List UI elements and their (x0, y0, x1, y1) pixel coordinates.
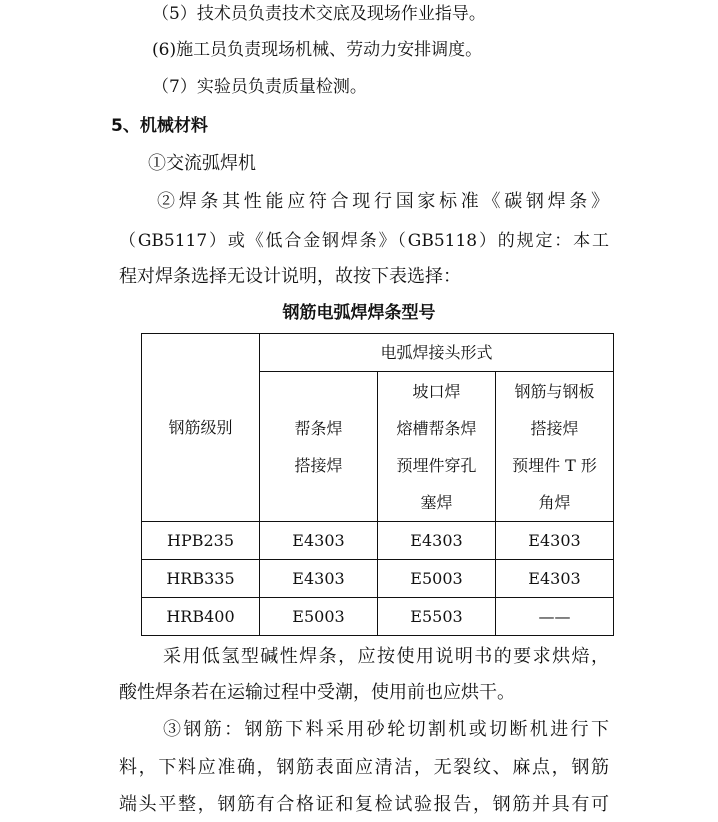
table-cell: E4303 (260, 560, 378, 598)
paragraph-line: （7）实验员负责质量检测。 (152, 77, 367, 97)
table-row (142, 598, 614, 636)
grade-cell: HPB235 (142, 522, 260, 560)
paragraph-line: 端头平整，钢筋有合格证和复检试验报告，钢筋并具有可 (119, 794, 609, 815)
table-cell: E4303 (496, 560, 614, 598)
row-header-cell: 钢筋级别 (142, 334, 260, 522)
header-line: 塞焊 (420, 492, 453, 512)
header-line: 预埋件穿孔 (396, 455, 477, 475)
paragraph-line: ③钢筋：钢筋下料采用砂轮切割机或切断机进行下 (163, 719, 609, 740)
header-line: 角焊 (538, 492, 571, 512)
header-line: 熔槽帮条焊 (396, 418, 477, 438)
table-cell: E4303 (378, 522, 496, 560)
paragraph-line: （5）技术员负责技术交底及现场作业指导。 (152, 4, 486, 24)
paragraph-line: （GB5117）或《低合金钢焊条》（GB5118）的规定：本工 (119, 231, 609, 251)
grade-cell: HRB400 (142, 598, 260, 636)
section-heading: 5、机械材料 (111, 116, 208, 136)
column-header (260, 372, 378, 522)
header-line: 坡口焊 (412, 381, 461, 401)
table-cell: —— (496, 598, 614, 636)
table-row (142, 522, 614, 560)
paragraph-line: 料，下料应准确，钢筋表面应清洁，无裂纹、麻点，钢筋 (119, 757, 609, 778)
table-cell: E4303 (260, 522, 378, 560)
table-row (142, 560, 614, 598)
table-caption: 钢筋电弧焊焊条型号 (282, 303, 436, 323)
list-item: ①交流弧焊机 (148, 153, 256, 174)
paragraph-line: ②焊条其性能应符合现行国家标准《碳钢焊条》 (157, 191, 609, 212)
header-line: 帮条焊 (294, 418, 343, 438)
group-header-cell: 电弧焊接头形式 (260, 334, 614, 372)
paragraph-line: 采用低氢型碱性焊条，应按使用说明书的要求烘焙， (163, 646, 609, 667)
paragraph-line: 程对焊条选择无设计说明，故按下表选择： (119, 266, 461, 287)
header-line: 预埋件 T 形 (512, 455, 597, 475)
paragraph-line: 酸性焊条若在运输过程中受潮，使用前也应烘干。 (119, 682, 515, 703)
paragraph-line: (6)施工员负责现场机械、劳动力安排调度。 (152, 40, 483, 60)
column-header (378, 372, 496, 522)
header-line: 搭接焊 (294, 455, 343, 475)
header-line: 钢筋与钢板 (514, 381, 595, 401)
header-line: 搭接焊 (530, 418, 579, 438)
grade-cell: HRB335 (142, 560, 260, 598)
table-cell: E5003 (260, 598, 378, 636)
table-cell: E5003 (378, 560, 496, 598)
table-cell: E5503 (378, 598, 496, 636)
table-cell: E4303 (496, 522, 614, 560)
electrode-table (141, 333, 614, 636)
column-header (496, 372, 614, 522)
